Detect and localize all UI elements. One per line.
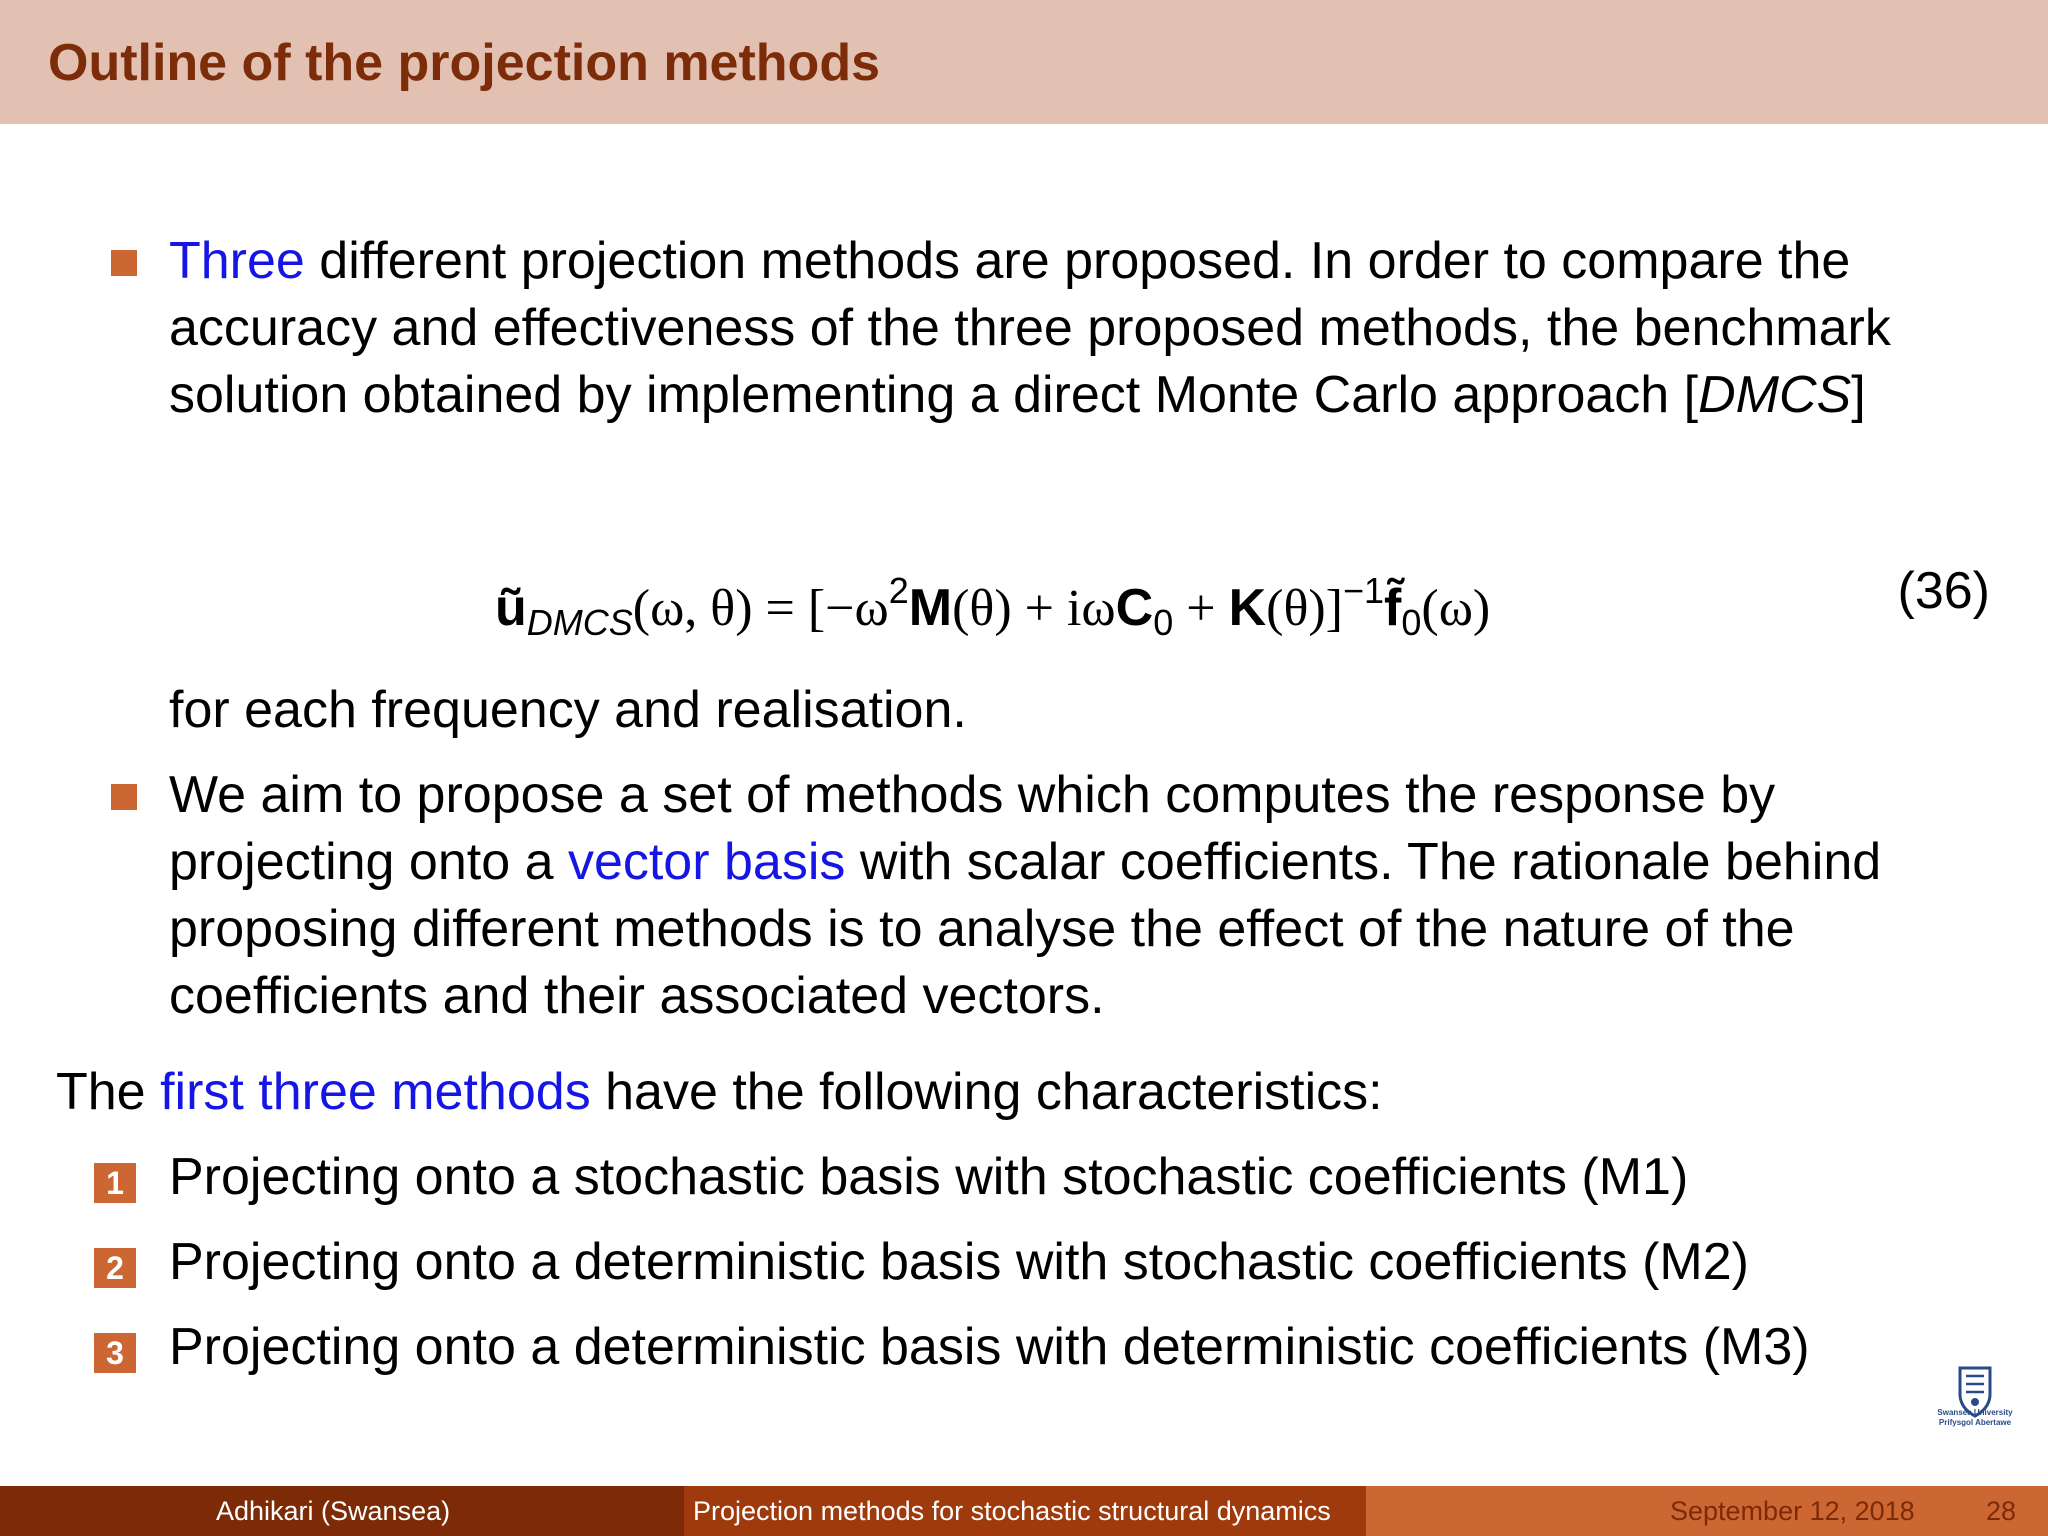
page-number: 28: [1986, 1496, 2017, 1526]
footer-title-segment: [684, 1486, 1366, 1536]
slide-title: Outline of the projection methods: [48, 34, 880, 92]
bullet-text: We aim to propose a set of methods which computes the response by projecting onto a vector basis with scalar coefficients. The rationale behind proposing different methods is to analyse the effect of the nature of the coefficients and their associated vectors.: [169, 766, 1882, 1025]
footer-author: Adhikari (Swansea): [216, 1496, 451, 1526]
enum-badge: 2: [94, 1248, 136, 1288]
equation: $ũ_{DMCS}(\omega$, $\theta) = [-\omega^2M(\theta) + i\omega C_0$ + $K(\theta)]^{-1}f̃_0(\omega)$: [495, 570, 1491, 643]
title-bar: [0, 0, 2048, 124]
highlight-first-three-methods: first three methods: [160, 1063, 591, 1121]
dmcs-label: DMCS: [1698, 366, 1852, 424]
highlight-three: Three: [169, 232, 305, 290]
highlight-vector-basis: vector basis: [567, 833, 846, 891]
after-equation-text: for each frequency and realisation.: [169, 681, 967, 739]
bullet-square-icon: [111, 250, 137, 276]
logo-line-1: Swansea University: [1937, 1408, 2013, 1417]
method-text: Projecting onto a deterministic basis with deterministic coefficients (M3): [169, 1318, 1810, 1376]
footer-date-segment: [1366, 1486, 2048, 1536]
enum-badge: 3: [94, 1333, 136, 1373]
footer-author-segment: [0, 1486, 684, 1536]
footer-talk-title: Projection methods for stochastic structural dynamics: [693, 1496, 1331, 1526]
bullet-text: Three different projection methods are proposed. In order to compare the accuracy and effectiveness of the three proposed methods, the benchmark solution obtained by implementing a direct Monte Carlo approach [DMCS]: [169, 232, 1891, 424]
logo-line-2: Prifysgol Abertawe: [1938, 1418, 2012, 1427]
equation-number: (36): [1897, 562, 1990, 620]
method-text: Projecting onto a deterministic basis with stochastic coefficients (M2): [169, 1233, 1749, 1291]
footer-date: September 12, 2018: [1670, 1496, 1915, 1526]
bullet-square-icon: [111, 784, 137, 810]
enum-badge: 1: [94, 1163, 136, 1203]
methods-intro: The first three methods have the following characteristics:: [56, 1063, 1383, 1121]
footer: [0, 1486, 2048, 1536]
method-text: Projecting onto a stochastic basis with stochastic coefficients (M1): [169, 1148, 1689, 1206]
